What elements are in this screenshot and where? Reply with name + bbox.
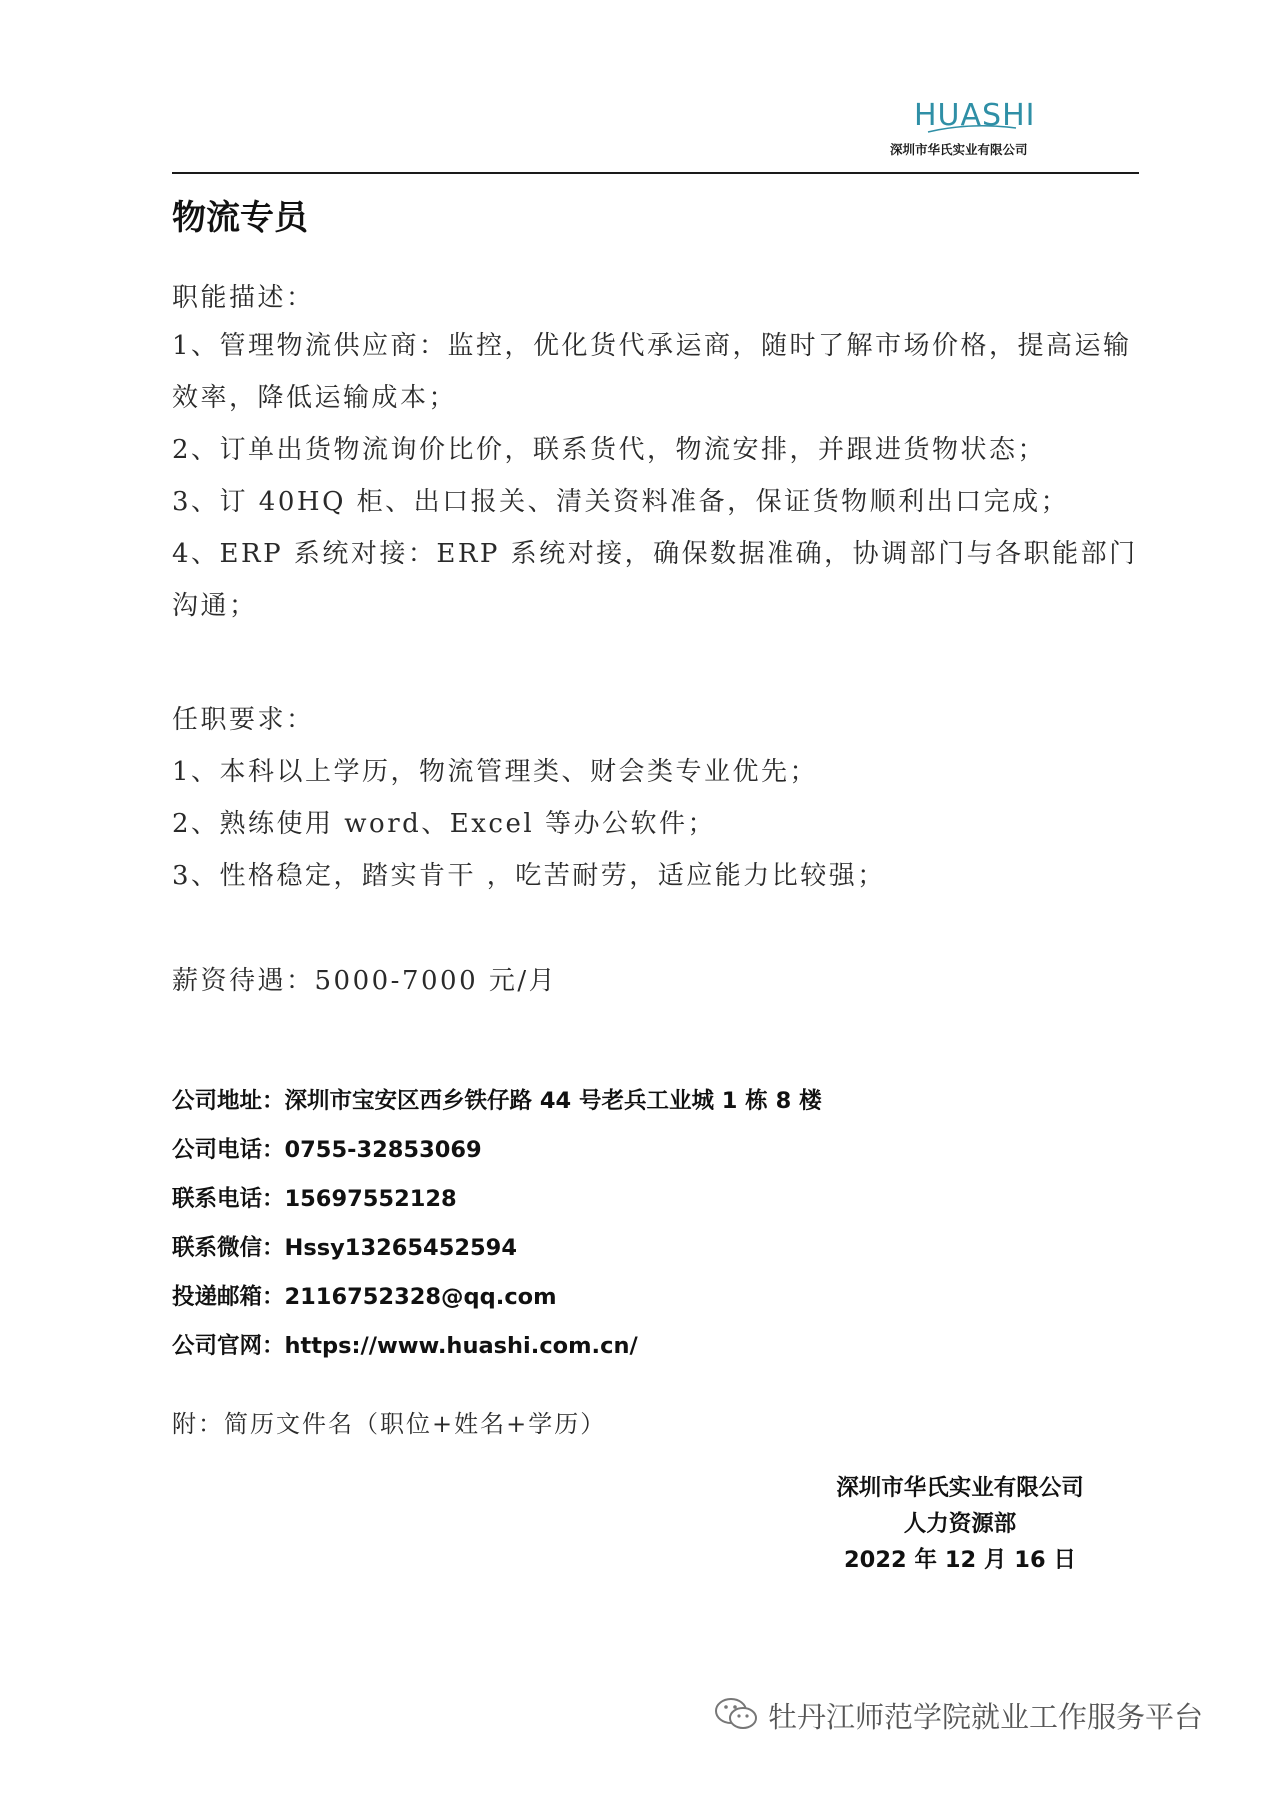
company-address: 公司地址：深圳市宝安区西乡铁仔路 44 号老兵工业城 1 栋 8 楼 [172, 1088, 822, 1114]
wechat-icon [712, 1695, 762, 1733]
watermark [712, 1695, 1204, 1740]
duty-item-3: 3、订 40HQ 柜、出口报关、清关资料准备，保证货物顺利出口完成； [172, 487, 1070, 517]
signature-department: 人力资源部 [903, 1511, 1017, 1537]
logo-text: HUASHI [914, 98, 1036, 133]
logo-company-name: 深圳市华氏实业有限公司 [890, 142, 1028, 157]
resume-note: 附：简历文件名（职位+姓名+学历） [172, 1410, 607, 1438]
duties-heading: 职能描述： [172, 283, 315, 313]
requirements-heading: 任职要求： [172, 705, 315, 735]
requirement-item-2: 2、熟练使用 word、Excel 等办公软件； [172, 809, 716, 839]
page-title: 物流专员 [172, 198, 308, 238]
watermark-text: 牡丹江师范学院就业工作服务平台 [768, 1700, 1204, 1734]
duty-item-1: 1、管理物流供应商：监控，优化货代承运商，随时了解市场价格，提高运输效率，降低运输成本； [172, 331, 1132, 413]
company-website: 公司官网：https://www.huashi.com.cn/ [172, 1333, 638, 1359]
duty-item-2: 2、订单出货物流询价比价，联系货代，物流安排，并跟进货物状态； [172, 435, 1047, 465]
signature-date: 2022 年 12 月 16 日 [844, 1547, 1076, 1573]
company-phone: 公司电话：0755-32853069 [172, 1137, 482, 1163]
signature-company: 深圳市华氏实业有限公司 [836, 1475, 1084, 1501]
signature-block [760, 1470, 1160, 1578]
header-divider [172, 172, 1139, 174]
requirement-item-1: 1、本科以上学历，物流管理类、财会类专业优先； [172, 757, 819, 787]
contact-email: 投递邮箱：2116752328@qq.com [172, 1284, 557, 1310]
contact-wechat: 联系微信：Hssy13265452594 [172, 1235, 517, 1261]
duty-item-4: 4、ERP 系统对接：ERP 系统对接，确保数据准确，协调部门与各职能部门沟通； [172, 539, 1138, 621]
contact-phone: 联系电话：15697552128 [172, 1186, 457, 1212]
salary-line: 薪资待遇：5000-7000 元/月 [172, 966, 558, 996]
requirement-item-3: 3、性格稳定，踏实肯干 ，吃苦耐劳，适应能力比较强； [172, 861, 886, 891]
